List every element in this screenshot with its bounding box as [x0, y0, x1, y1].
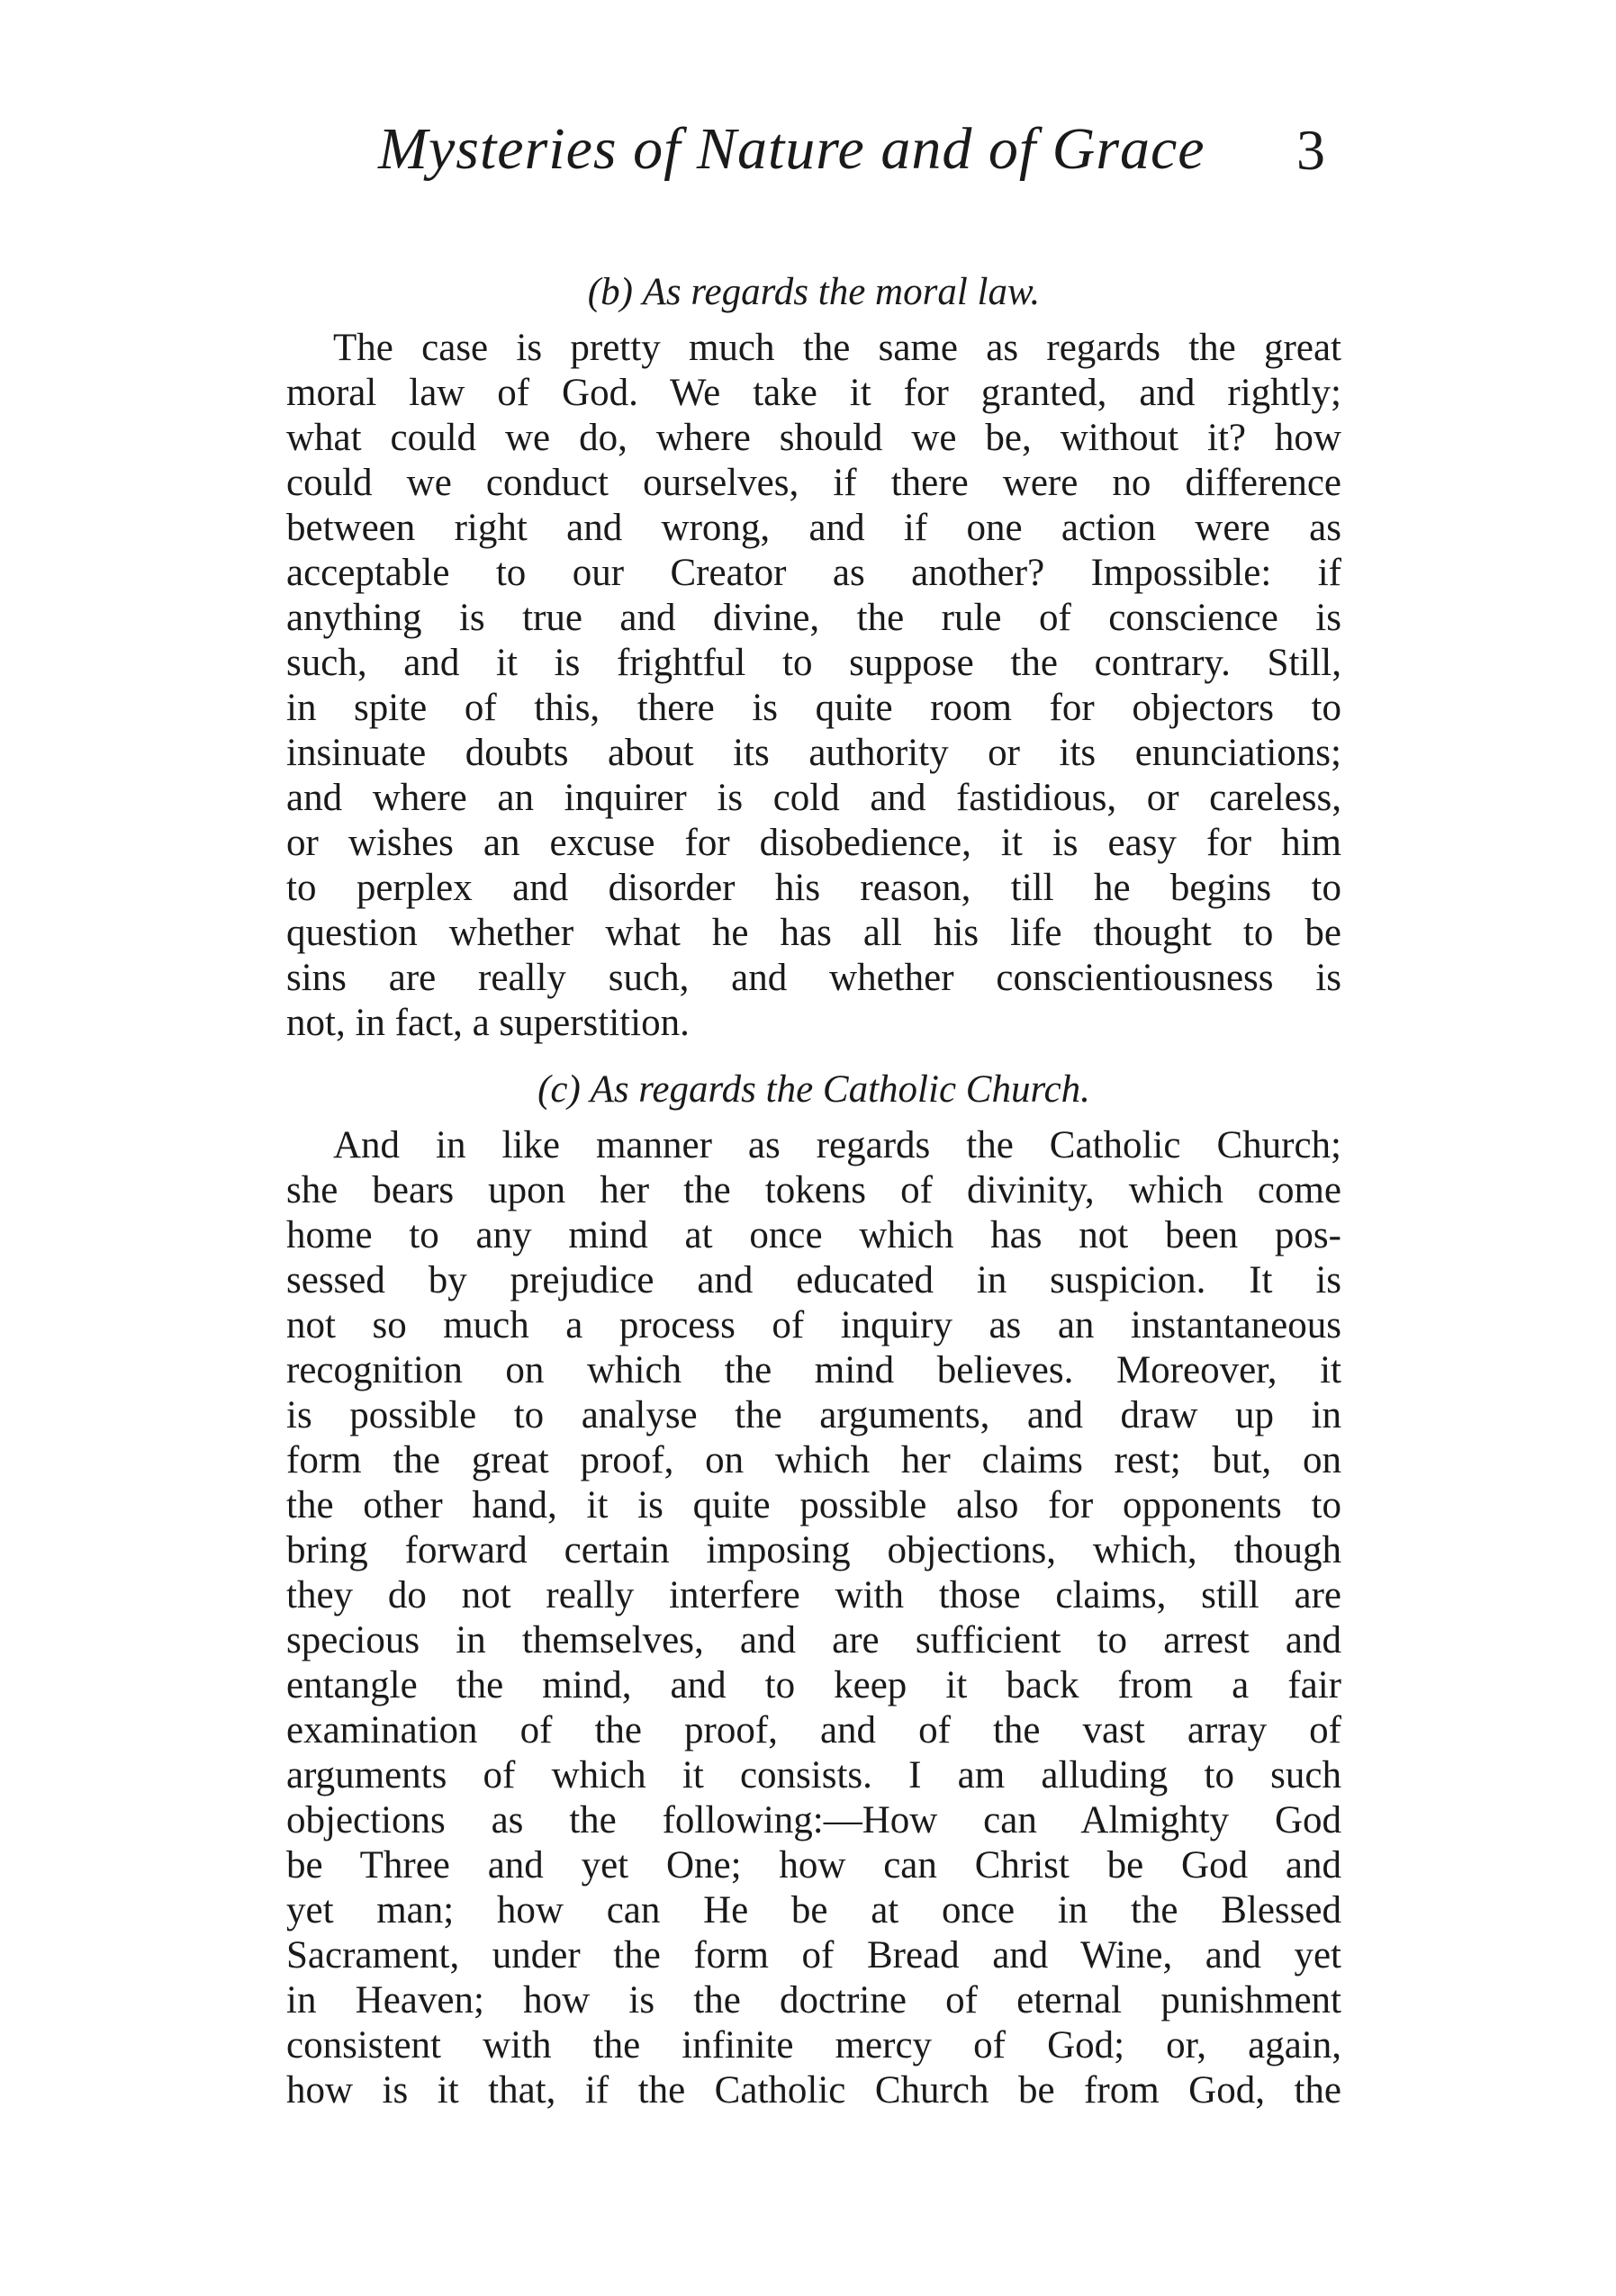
text-line: Sacrament, under the form of Bread and Wine, and yet: [286, 1934, 1341, 1976]
text-line: specious in themselves, and are sufficient to arrest and: [286, 1619, 1341, 1661]
text-line: they do not really interfere with those claims, still are: [286, 1574, 1341, 1616]
text-line: acceptable to our Creator as another? Impossible: if: [286, 552, 1341, 594]
text-line: home to any mind at once which has not been pos-: [286, 1214, 1341, 1256]
text-line: and where an inquirer is cold and fastidious, or careless,: [286, 777, 1341, 819]
text-line: in Heaven; how is the doctrine of eternal punishment: [286, 1979, 1341, 2021]
text-line: recognition on which the mind believes. Moreover, it: [286, 1349, 1341, 1391]
text-line: The case is pretty much the same as regards the great: [333, 327, 1341, 369]
paragraph: [286, 326, 1341, 1046]
section-mark: (b): [587, 271, 633, 313]
text-line: question whether what he has all his life thought to be: [286, 912, 1341, 954]
text-line: not so much a process of inquiry as an instantaneous: [286, 1304, 1341, 1346]
section-title: As regards the moral law.: [642, 271, 1041, 313]
section-mark: (c): [537, 1068, 581, 1111]
text-line: to perplex and disorder his reason, till he begins to: [286, 867, 1341, 909]
text-line: examination of the proof, and of the vast array of: [286, 1709, 1341, 1751]
text-line: objections as the following:—How can Almighty God: [286, 1799, 1341, 1841]
running-head: [0, 115, 1616, 196]
text-line: not, in fact, a superstition.: [286, 1002, 690, 1044]
text-line: arguments of which it consists. I am alluding to such: [286, 1754, 1341, 1796]
text-line: the other hand, it is quite possible also for opponents to: [286, 1484, 1341, 1526]
text-line: could we conduct ourselves, if there were no difference: [286, 462, 1341, 504]
section-moral-law: [286, 270, 1341, 1046]
text-line: or wishes an excuse for disobedience, it is easy for him: [286, 822, 1341, 864]
text-line: bring forward certain imposing objections, which, though: [286, 1529, 1341, 1571]
text-line: consistent with the infinite mercy of God; or, again,: [286, 2024, 1341, 2066]
text-block: [286, 270, 1341, 2113]
text-line: insinuate doubts about its authority or its enunciations;: [286, 732, 1341, 774]
section-title: As regards the Catholic Church.: [590, 1068, 1090, 1111]
text-line: such, and it is frightful to suppose the contrary. Still,: [286, 642, 1341, 684]
text-line: is possible to analyse the arguments, and draw up in: [286, 1394, 1341, 1436]
text-line: entangle the mind, and to keep it back from a fair: [286, 1664, 1341, 1706]
text-line: in spite of this, there is quite room for objectors to: [286, 687, 1341, 729]
text-line: between right and wrong, and if one action were as: [286, 507, 1341, 549]
text-line: anything is true and divine, the rule of conscience is: [286, 597, 1341, 639]
text-line: sins are really such, and whether conscientiousness is: [286, 957, 1341, 999]
paragraph: [286, 1123, 1341, 2113]
text-line: she bears upon her the tokens of divinity, which come: [286, 1169, 1341, 1211]
text-line: moral law of God. We take it for granted, and rightly;: [286, 372, 1341, 414]
section-heading: [286, 1067, 1341, 1112]
text-line: be Three and yet One; how can Christ be God and: [286, 1844, 1341, 1886]
page-number: 3: [1296, 118, 1325, 182]
running-title: Mysteries of Nature and of Grace: [378, 116, 1205, 182]
text-line: And in like manner as regards the Catholic Church;: [333, 1124, 1341, 1166]
text-line: sessed by prejudice and educated in suspicion. It is: [286, 1259, 1341, 1301]
text-line: what could we do, where should we be, without it? how: [286, 417, 1341, 459]
text-line: form the great proof, on which her claims rest; but, on: [286, 1439, 1341, 1481]
text-line: how is it that, if the Catholic Church be from God, the: [286, 2069, 1341, 2111]
section-catholic-church: [286, 1067, 1341, 2113]
section-heading: [286, 270, 1341, 315]
text-line: yet man; how can He be at once in the Blessed: [286, 1889, 1341, 1931]
